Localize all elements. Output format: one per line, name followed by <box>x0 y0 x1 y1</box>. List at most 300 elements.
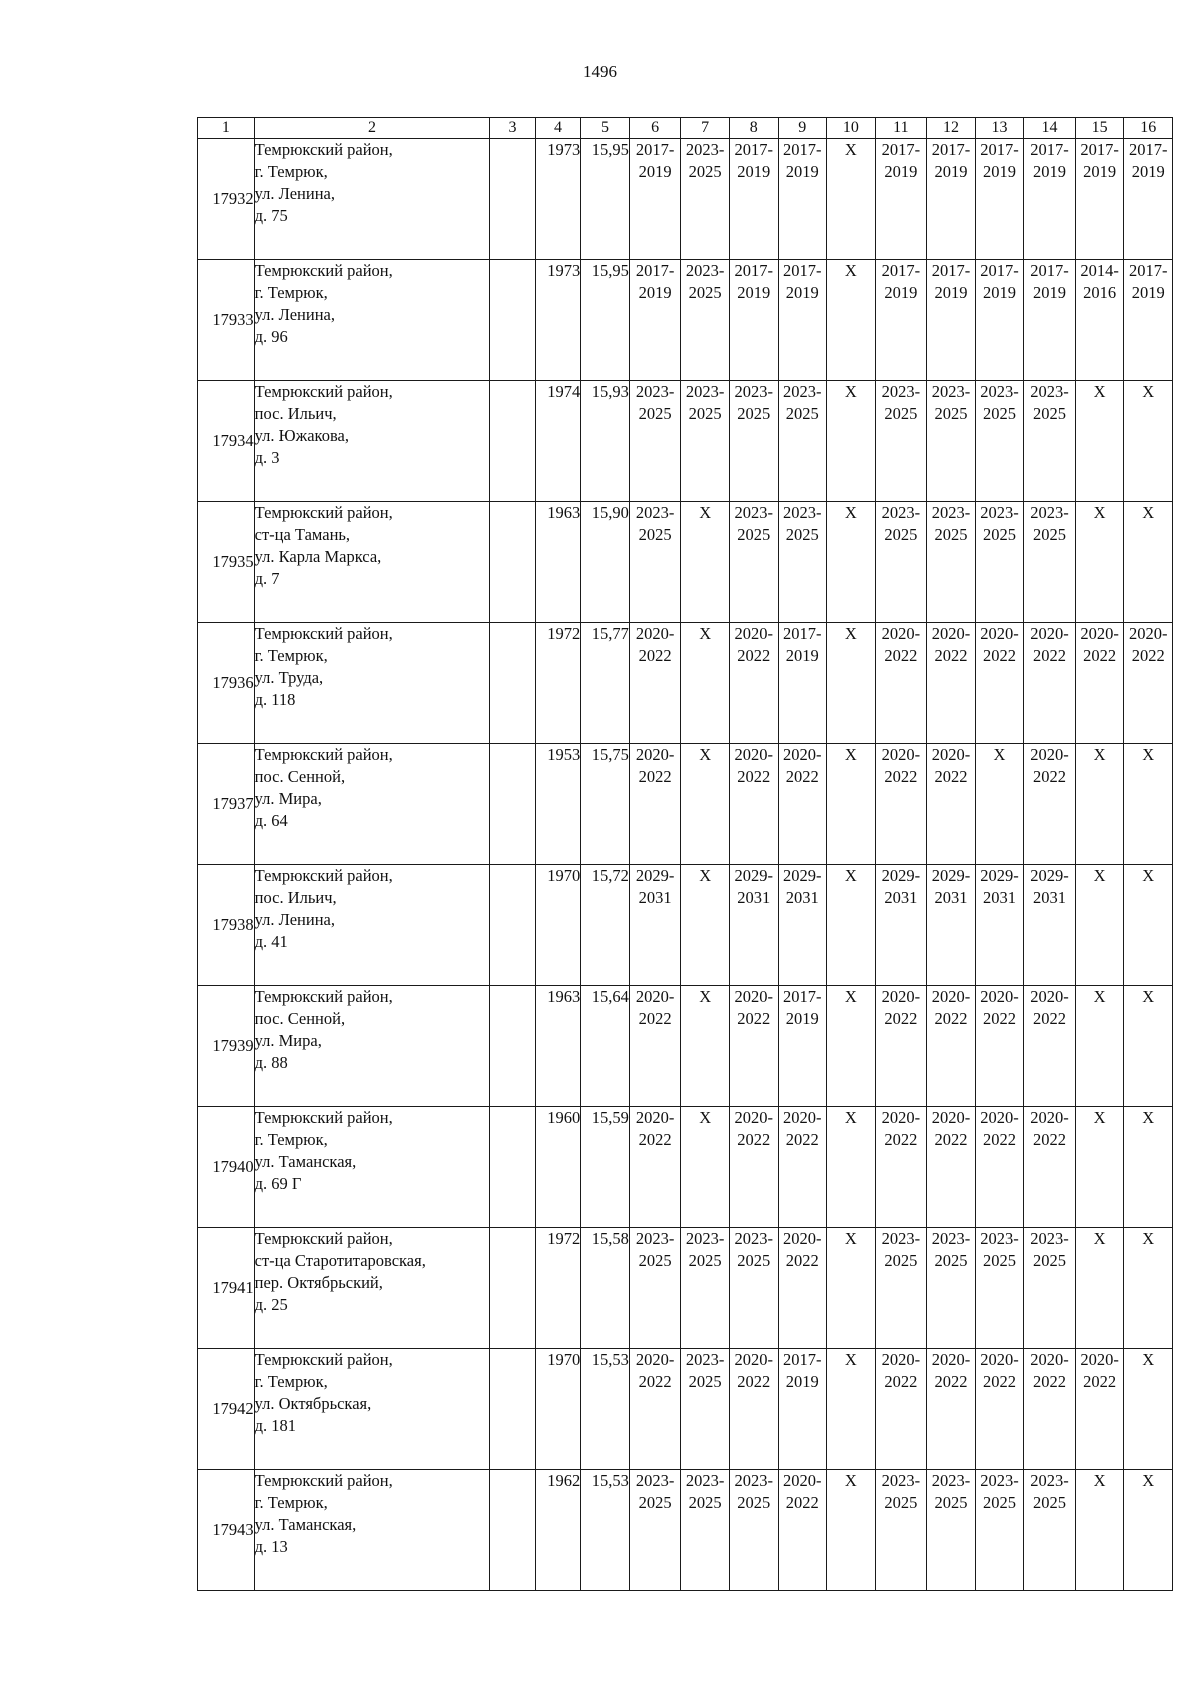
period-start: 2017- <box>783 140 822 159</box>
mark-cell: X <box>827 865 876 986</box>
mark-cell: X <box>1075 865 1124 986</box>
period-end: 2025 <box>737 404 771 423</box>
register-table <box>197 117 1173 1591</box>
address-line: д. 69 Г <box>254 1174 302 1193</box>
period-cell <box>729 865 778 986</box>
mark-cell: X <box>1124 1107 1173 1228</box>
address-line: Темрюкский район, <box>254 1471 393 1490</box>
table-row <box>198 260 1173 381</box>
mark-cell: X <box>827 1228 876 1349</box>
period-end: 2019 <box>1033 162 1067 181</box>
col3-cell <box>490 865 536 986</box>
period-end: 2019 <box>785 1009 819 1028</box>
address-line: г. Темрюк, <box>254 1493 328 1512</box>
address-line: ул. Ленина, <box>254 910 335 929</box>
period-cell <box>629 502 681 623</box>
mark-cell: X <box>681 623 730 744</box>
address-line: ст-ца Старотитаровская, <box>254 1251 426 1270</box>
address-line: г. Темрюк, <box>254 283 328 302</box>
period-cell <box>1024 260 1076 381</box>
period-cell <box>681 1470 730 1591</box>
period-end: 2025 <box>982 525 1016 544</box>
period-start: 2023- <box>685 261 725 280</box>
mark-cell: X <box>1124 1228 1173 1349</box>
mark-cell: X <box>1124 744 1173 865</box>
header-cell: 2 <box>254 118 490 139</box>
period-cell <box>729 986 778 1107</box>
period-cell <box>927 623 976 744</box>
period-start: 2029- <box>881 866 921 885</box>
address-line: ул. Ленина, <box>254 184 335 203</box>
period-cell <box>1075 623 1124 744</box>
period-cell <box>629 623 681 744</box>
period-end: 2019 <box>1131 162 1165 181</box>
year-cell: 1974 <box>535 381 581 502</box>
period-start: 2023- <box>1030 503 1069 522</box>
address-line: Темрюкский район, <box>254 624 393 643</box>
period-cell <box>778 1228 827 1349</box>
period-start: 2020- <box>980 1108 1019 1127</box>
period-end: 2031 <box>884 888 918 907</box>
period-end: 2022 <box>1033 1009 1067 1028</box>
period-end: 2022 <box>737 1130 771 1149</box>
mark-cell: X <box>827 260 876 381</box>
period-start: 2020- <box>1030 745 1069 764</box>
address-cell <box>254 986 490 1107</box>
period-end: 2025 <box>688 404 722 423</box>
period-cell <box>927 502 976 623</box>
period-start: 2023- <box>783 382 822 401</box>
period-cell <box>681 381 730 502</box>
period-start: 2023- <box>685 140 725 159</box>
mark-cell: X <box>1124 1470 1173 1591</box>
period-cell <box>975 260 1024 381</box>
address-line: ул. Ленина, <box>254 305 335 324</box>
period-end: 2019 <box>785 1372 819 1391</box>
row-id-cell: 17936 <box>198 623 255 744</box>
period-cell <box>927 744 976 865</box>
period-start: 2023- <box>1030 382 1069 401</box>
mark-cell: X <box>1075 1107 1124 1228</box>
period-end: 2022 <box>1033 646 1067 665</box>
period-start: 2020- <box>635 624 675 643</box>
period-cell <box>778 1349 827 1470</box>
period-cell <box>975 1228 1024 1349</box>
mark-cell: X <box>681 986 730 1107</box>
address-cell <box>254 623 490 744</box>
value-cell: 15,53 <box>581 1349 630 1470</box>
period-cell <box>1024 986 1076 1107</box>
year-cell: 1970 <box>535 1349 581 1470</box>
period-cell <box>927 139 976 260</box>
period-cell <box>1075 139 1124 260</box>
period-cell <box>729 139 778 260</box>
address-line: Темрюкский район, <box>254 261 393 280</box>
period-end: 2025 <box>688 1372 722 1391</box>
header-cell: 8 <box>729 118 778 139</box>
period-cell <box>975 139 1024 260</box>
period-cell <box>778 744 827 865</box>
address-line: д. 118 <box>254 690 296 709</box>
address-line: д. 96 <box>254 327 288 346</box>
address-line: ул. Мира, <box>254 789 322 808</box>
period-cell <box>875 623 927 744</box>
period-end: 2019 <box>982 283 1016 302</box>
period-start: 2023- <box>635 503 675 522</box>
row-id-cell: 17935 <box>198 502 255 623</box>
period-start: 2017- <box>783 261 822 280</box>
period-end: 2019 <box>638 283 672 302</box>
period-end: 2019 <box>785 646 819 665</box>
address-cell <box>254 865 490 986</box>
period-start: 2023- <box>1030 1471 1069 1490</box>
period-end: 2019 <box>1131 283 1165 302</box>
period-start: 2017- <box>1030 140 1069 159</box>
period-start: 2023- <box>931 503 971 522</box>
period-end: 2019 <box>1033 283 1067 302</box>
table-row <box>198 623 1173 744</box>
row-id-cell: 17937 <box>198 744 255 865</box>
year-cell: 1972 <box>535 623 581 744</box>
period-start: 2023- <box>734 1471 773 1490</box>
period-start: 2017- <box>783 1350 822 1369</box>
period-start: 2020- <box>931 624 971 643</box>
address-line: Темрюкский район, <box>254 987 393 1006</box>
header-row <box>198 118 1173 139</box>
period-cell <box>1124 260 1173 381</box>
period-start: 2020- <box>783 1229 822 1248</box>
period-cell <box>629 1107 681 1228</box>
period-end: 2025 <box>982 1251 1016 1270</box>
period-end: 2025 <box>1033 1251 1067 1270</box>
period-start: 2020- <box>635 1108 675 1127</box>
mark-cell: X <box>1124 986 1173 1107</box>
period-start: 2014- <box>1080 261 1119 280</box>
mark-cell: X <box>1075 744 1124 865</box>
period-end: 2022 <box>1033 1130 1067 1149</box>
row-id-cell: 17934 <box>198 381 255 502</box>
period-end: 2022 <box>638 646 672 665</box>
value-cell: 15,64 <box>581 986 630 1107</box>
period-start: 2020- <box>980 987 1019 1006</box>
period-cell <box>875 744 927 865</box>
period-cell <box>1024 139 1076 260</box>
period-end: 2022 <box>884 646 918 665</box>
period-cell <box>875 139 927 260</box>
period-end: 2025 <box>934 525 968 544</box>
period-start: 2023- <box>734 1229 773 1248</box>
period-start: 2017- <box>980 261 1019 280</box>
period-end: 2022 <box>884 1130 918 1149</box>
period-start: 2029- <box>931 866 971 885</box>
period-cell <box>629 1228 681 1349</box>
period-cell <box>875 1349 927 1470</box>
period-end: 2022 <box>934 1372 968 1391</box>
value-cell: 15,77 <box>581 623 630 744</box>
address-line: Темрюкский район, <box>254 140 393 159</box>
period-start: 2023- <box>931 382 971 401</box>
row-id-cell: 17939 <box>198 986 255 1107</box>
period-end: 2019 <box>934 162 968 181</box>
period-start: 2020- <box>931 745 971 764</box>
col3-cell <box>490 381 536 502</box>
period-start: 2029- <box>1030 866 1069 885</box>
mark-cell: X <box>1124 381 1173 502</box>
period-start: 2020- <box>1128 624 1168 643</box>
period-start: 2029- <box>734 866 773 885</box>
value-cell: 15,53 <box>581 1470 630 1591</box>
period-start: 2020- <box>1030 1350 1069 1369</box>
period-cell <box>778 623 827 744</box>
period-cell <box>629 744 681 865</box>
period-start: 2017- <box>635 261 675 280</box>
period-start: 2029- <box>783 866 822 885</box>
col3-cell <box>490 1349 536 1470</box>
period-cell <box>875 865 927 986</box>
period-start: 2020- <box>734 987 773 1006</box>
period-start: 2020- <box>1080 624 1119 643</box>
year-cell: 1973 <box>535 260 581 381</box>
address-line: д. 181 <box>254 1416 297 1435</box>
mark-cell: X <box>827 381 876 502</box>
period-end: 2019 <box>1083 162 1117 181</box>
col3-cell <box>490 623 536 744</box>
period-cell <box>1124 139 1173 260</box>
mark-cell: X <box>827 1470 876 1591</box>
address-line: Темрюкский район, <box>254 382 393 401</box>
row-id-cell: 17943 <box>198 1470 255 1591</box>
period-end: 2022 <box>1083 1372 1117 1391</box>
period-start: 2023- <box>980 1471 1019 1490</box>
period-cell <box>1024 865 1076 986</box>
period-end: 2022 <box>785 1251 819 1270</box>
period-start: 2017- <box>783 987 822 1006</box>
period-start: 2017- <box>1128 261 1168 280</box>
period-end: 2025 <box>638 1493 672 1512</box>
period-end: 2025 <box>1033 1493 1067 1512</box>
period-cell <box>729 1107 778 1228</box>
header-cell: 15 <box>1075 118 1124 139</box>
period-start: 2017- <box>881 140 921 159</box>
table-row <box>198 1349 1173 1470</box>
address-cell <box>254 744 490 865</box>
row-id-cell: 17938 <box>198 865 255 986</box>
address-line: Темрюкский район, <box>254 745 393 764</box>
period-cell <box>629 865 681 986</box>
period-end: 2025 <box>638 525 672 544</box>
period-start: 2020- <box>734 1350 773 1369</box>
mark-cell: X <box>1075 1470 1124 1591</box>
mark-cell: X <box>1075 502 1124 623</box>
period-end: 2025 <box>1033 525 1067 544</box>
period-start: 2029- <box>980 866 1019 885</box>
period-start: 2023- <box>685 1471 725 1490</box>
period-start: 2017- <box>783 624 822 643</box>
period-cell <box>1124 623 1173 744</box>
address-line: г. Темрюк, <box>254 1372 328 1391</box>
period-cell <box>927 381 976 502</box>
period-end: 2031 <box>934 888 968 907</box>
mark-cell: X <box>827 623 876 744</box>
header-cell: 3 <box>490 118 536 139</box>
period-start: 2020- <box>931 987 971 1006</box>
period-start: 2020- <box>783 1471 822 1490</box>
header-cell: 12 <box>927 118 976 139</box>
period-end: 2022 <box>982 1372 1016 1391</box>
period-cell <box>875 381 927 502</box>
period-start: 2020- <box>1030 624 1069 643</box>
period-start: 2023- <box>980 503 1019 522</box>
period-start: 2023- <box>1030 1229 1069 1248</box>
period-end: 2022 <box>934 1009 968 1028</box>
address-line: д. 25 <box>254 1295 288 1314</box>
period-cell <box>975 865 1024 986</box>
period-end: 2022 <box>638 767 672 786</box>
period-end: 2022 <box>785 767 819 786</box>
year-cell: 1972 <box>535 1228 581 1349</box>
period-cell <box>629 381 681 502</box>
header-cell: 6 <box>629 118 681 139</box>
period-end: 2022 <box>982 646 1016 665</box>
period-start: 2020- <box>635 987 675 1006</box>
period-cell <box>681 1228 730 1349</box>
period-end: 2031 <box>1033 888 1067 907</box>
period-end: 2022 <box>884 1009 918 1028</box>
period-cell <box>629 139 681 260</box>
header-cell: 14 <box>1024 118 1076 139</box>
period-start: 2023- <box>881 503 921 522</box>
year-cell: 1973 <box>535 139 581 260</box>
period-end: 2025 <box>737 525 771 544</box>
period-start: 2023- <box>635 382 675 401</box>
mark-cell: X <box>1075 381 1124 502</box>
period-end: 2022 <box>737 1009 771 1028</box>
period-end: 2022 <box>1033 1372 1067 1391</box>
period-end: 2022 <box>638 1130 672 1149</box>
table-row <box>198 1107 1173 1228</box>
mark-cell: X <box>681 744 730 865</box>
period-start: 2020- <box>881 624 921 643</box>
header-cell: 1 <box>198 118 255 139</box>
period-cell <box>629 1349 681 1470</box>
period-end: 2019 <box>785 283 819 302</box>
period-cell <box>1024 744 1076 865</box>
period-start: 2029- <box>635 866 675 885</box>
value-cell: 15,90 <box>581 502 630 623</box>
period-end: 2022 <box>737 646 771 665</box>
period-start: 2017- <box>980 140 1019 159</box>
period-start: 2017- <box>931 261 971 280</box>
header-cell: 5 <box>581 118 630 139</box>
period-end: 2019 <box>785 162 819 181</box>
period-end: 2025 <box>884 1251 918 1270</box>
year-cell: 1953 <box>535 744 581 865</box>
address-line: Темрюкский район, <box>254 503 393 522</box>
period-cell <box>1075 1349 1124 1470</box>
mark-cell: X <box>827 1349 876 1470</box>
period-end: 2022 <box>934 646 968 665</box>
address-line: пос. Ильич, <box>254 888 337 907</box>
period-cell <box>927 1107 976 1228</box>
address-line: д. 13 <box>254 1537 288 1556</box>
period-cell <box>927 1228 976 1349</box>
period-cell <box>875 1228 927 1349</box>
row-id-cell: 17932 <box>198 139 255 260</box>
period-start: 2020- <box>980 624 1019 643</box>
address-cell <box>254 1228 490 1349</box>
period-end: 2022 <box>737 767 771 786</box>
header-cell: 9 <box>778 118 827 139</box>
period-cell <box>778 1107 827 1228</box>
period-end: 2022 <box>884 767 918 786</box>
period-start: 2020- <box>635 1350 675 1369</box>
col3-cell <box>490 502 536 623</box>
period-start: 2020- <box>783 745 822 764</box>
col3-cell <box>490 1470 536 1591</box>
period-end: 2025 <box>785 525 819 544</box>
period-start: 2020- <box>1030 987 1069 1006</box>
table-row <box>198 986 1173 1107</box>
address-line: ст-ца Тамань, <box>254 525 351 544</box>
period-cell <box>729 1470 778 1591</box>
period-cell <box>975 623 1024 744</box>
address-cell <box>254 260 490 381</box>
period-end: 2025 <box>982 1493 1016 1512</box>
address-cell <box>254 1107 490 1228</box>
period-cell <box>1075 260 1124 381</box>
value-cell: 15,95 <box>581 139 630 260</box>
period-end: 2025 <box>884 404 918 423</box>
period-start: 2020- <box>734 1108 773 1127</box>
period-start: 2023- <box>931 1471 971 1490</box>
mark-cell: X <box>827 744 876 865</box>
table-row <box>198 865 1173 986</box>
year-cell: 1963 <box>535 986 581 1107</box>
address-line: ул. Таманская, <box>254 1515 357 1534</box>
period-end: 2022 <box>638 1009 672 1028</box>
address-line: Темрюкский район, <box>254 1108 393 1127</box>
period-start: 2023- <box>685 382 725 401</box>
period-start: 2023- <box>635 1229 675 1248</box>
period-start: 2023- <box>685 1229 725 1248</box>
mark-cell: X <box>1075 986 1124 1107</box>
period-start: 2020- <box>734 745 773 764</box>
period-cell <box>681 260 730 381</box>
period-start: 2017- <box>734 261 773 280</box>
period-cell <box>927 986 976 1107</box>
period-cell <box>681 139 730 260</box>
row-id-cell: 17933 <box>198 260 255 381</box>
col3-cell <box>490 986 536 1107</box>
period-cell <box>875 1107 927 1228</box>
period-end: 2019 <box>737 283 771 302</box>
period-end: 2019 <box>884 162 918 181</box>
value-cell: 15,72 <box>581 865 630 986</box>
period-cell <box>729 1349 778 1470</box>
period-cell <box>1024 623 1076 744</box>
period-end: 2022 <box>1083 646 1117 665</box>
table-row <box>198 1470 1173 1591</box>
period-end: 2022 <box>934 1130 968 1149</box>
period-end: 2022 <box>934 767 968 786</box>
address-line: пос. Ильич, <box>254 404 337 423</box>
period-end: 2025 <box>934 404 968 423</box>
address-line: д. 41 <box>254 932 288 951</box>
address-line: Темрюкский район, <box>254 1350 393 1369</box>
period-start: 2023- <box>635 1471 675 1490</box>
period-end: 2022 <box>785 1130 819 1149</box>
period-end: 2025 <box>688 1251 722 1270</box>
